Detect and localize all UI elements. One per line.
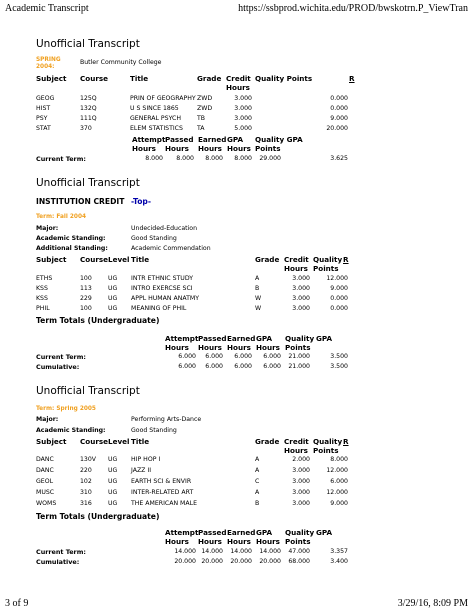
cell-gpa: 3.400 [330, 558, 348, 565]
totals-header-attempt: Attempt [165, 528, 199, 537]
cell-level: UG [108, 489, 118, 496]
cell-course: 310 [80, 489, 92, 496]
section-title: Unofficial Transcript [36, 385, 140, 397]
cell-grade: TB [197, 115, 206, 122]
cell-points: 0.000 [330, 295, 348, 302]
cell-subject: DANC [36, 456, 54, 463]
term-label-line1: SPRING [36, 57, 61, 63]
cell-points: 8.000 [330, 456, 348, 463]
totals-header-earned: Earned [227, 334, 256, 343]
cell-title: INTR ETHNIC STUDY [131, 275, 194, 282]
col-header-r: R [343, 437, 349, 446]
term-label-line2: 2004: [36, 64, 55, 70]
cell-grade: W [255, 305, 262, 312]
totals-header-earned-hours: Hours [198, 144, 222, 153]
cell-quality-points: 68.000 [288, 558, 310, 565]
page-number: 3 of 9 [5, 598, 29, 609]
col-header-course: Course [80, 255, 109, 264]
cell-subject: PSY [36, 115, 48, 122]
cell-hours: 5.000 [234, 125, 252, 132]
totals-header-attempt-hours: Hours [165, 343, 189, 352]
cell-points: 9.000 [330, 285, 348, 292]
col-header-subject: Subject [36, 74, 67, 83]
col-header-quality: Quality [313, 255, 343, 264]
col-header-credit: Credit [226, 74, 251, 83]
cell-grade: TA [197, 125, 205, 132]
cell-hours: 3.000 [234, 95, 252, 102]
cell-course: 125Q [80, 95, 97, 102]
cell-course: 113 [80, 285, 92, 292]
col-header-level: Level [108, 437, 130, 446]
cell-hours: 3.000 [292, 489, 310, 496]
cell-gpa-hours: 14.000 [259, 548, 281, 555]
cell-level: UG [108, 295, 118, 302]
cell-hours: 3.000 [292, 275, 310, 282]
cell-quality-points: 21.000 [288, 353, 310, 360]
print-timestamp: 3/29/16, 8:09 PM [397, 598, 468, 609]
cell-gpa: 3.625 [330, 155, 348, 162]
institution-credit-heading: INSTITUTION CREDIT [36, 197, 125, 206]
col-header-course: Course [80, 74, 109, 83]
additional-standing-label: Additional Standing: [36, 245, 108, 252]
cell-subject: PHIL [36, 305, 50, 312]
section-title: Unofficial Transcript [36, 38, 140, 50]
cell-title: ELEM STATISTICS [130, 125, 183, 132]
col-header-grade: Grade [255, 437, 280, 446]
cell-hours: 3.000 [292, 285, 310, 292]
academic-standing-label: Academic Standing: [36, 427, 106, 434]
cell-title: PRIN OF GEOGRAPHY [130, 95, 196, 102]
cell-course: 130V [80, 456, 97, 463]
major-value: Performing Arts-Dance [131, 416, 202, 423]
term-label: Term: Spring 2005 [36, 406, 96, 412]
cell-course: 316 [80, 500, 92, 507]
cell-level: UG [108, 467, 118, 474]
cell-passed: 20.000 [201, 558, 223, 565]
cell-points: 0.000 [330, 95, 348, 102]
totals-header-points: Points [255, 144, 281, 153]
totals-header-earned: Earned [227, 528, 256, 537]
cell-title: INTER-RELATED ART [131, 489, 194, 496]
cell-grade: A [255, 275, 260, 282]
cell-gpa-hours: 6.000 [263, 353, 281, 360]
cell-gpa: 3.500 [330, 363, 348, 370]
cell-title: MEANING OF PHIL [131, 305, 187, 312]
totals-header-earned-hours: Hours [227, 343, 251, 352]
cell-level: UG [108, 305, 118, 312]
cell-gpa-hours: 20.000 [259, 558, 281, 565]
totals-header-passed: Passed [198, 528, 227, 537]
cell-title: U S SINCE 1865 [130, 105, 179, 112]
cell-points: 12.000 [326, 467, 348, 474]
totals-header-passed-hours: Hours [198, 343, 222, 352]
term-totals-heading: Term Totals (Undergraduate) [36, 512, 160, 521]
cell-gpa-hours: 8.000 [234, 155, 252, 162]
cell-hours: 3.000 [234, 105, 252, 112]
col-header-credit-hours: Hours [226, 83, 250, 92]
cell-attempt: 20.000 [174, 558, 196, 565]
cell-course: 220 [80, 467, 92, 474]
school-name: Butler Community College [80, 59, 162, 66]
cell-course: 132Q [80, 105, 97, 112]
cell-grade: B [255, 285, 260, 292]
cell-title: JAZZ II [131, 467, 152, 474]
term-totals-heading: Term Totals (Undergraduate) [36, 316, 160, 325]
term-label: Term: Fall 2004 [36, 214, 87, 220]
totals-header-gpa-hours: Hours [227, 144, 251, 153]
totals-header-passed: Passed [165, 135, 194, 144]
cell-quality-points: 21.000 [288, 363, 310, 370]
cell-passed: 6.000 [205, 363, 223, 370]
academic-standing-label: Academic Standing: [36, 235, 106, 242]
cell-grade: B [255, 500, 260, 507]
col-header-subject: Subject [36, 255, 67, 264]
section-title: Unofficial Transcript [36, 177, 140, 189]
cell-course: 111Q [80, 115, 97, 122]
current-term-label: Current Term: [36, 548, 86, 556]
cell-points: 0.000 [330, 105, 348, 112]
cell-quality-points: 47.000 [288, 548, 310, 555]
cell-title: APPL HUMAN ANATMY [131, 295, 199, 302]
cell-points: 20.000 [326, 125, 348, 132]
current-term-label: Current Term: [36, 353, 86, 361]
cell-attempt: 14.000 [174, 548, 196, 555]
col-header-title: Title [130, 74, 149, 83]
cell-earned: 14.000 [230, 548, 252, 555]
totals-header-quality: Quality [285, 334, 315, 343]
col-header-course: Course [80, 437, 109, 446]
cell-earned: 20.000 [230, 558, 252, 565]
cell-course: 229 [80, 295, 92, 302]
col-header-grade: Grade [197, 74, 222, 83]
cell-grade: A [255, 489, 260, 496]
cell-earned: 8.000 [205, 155, 223, 162]
totals-header-quality-gpa: Quality GPA [255, 135, 303, 144]
cell-grade: A [255, 467, 260, 474]
cell-level: UG [108, 500, 118, 507]
page-header-url[interactable]: https://ssbprod.wichita.edu/PROD/bwskotrn.P_ViewTran [238, 3, 468, 14]
col-header-r: R [343, 255, 349, 264]
cell-course: 102 [80, 478, 92, 485]
academic-standing-value: Good Standing [131, 427, 177, 434]
cell-subject: MUSC [36, 489, 55, 496]
cell-grade: A [255, 456, 260, 463]
totals-header-passed-hours: Hours [165, 144, 189, 153]
totals-header-gpa: GPA [227, 135, 244, 144]
cell-points: 12.000 [326, 489, 348, 496]
major-label: Major: [36, 416, 59, 423]
cell-subject: ETHS [36, 275, 53, 282]
major-value: Undecided-Education [131, 225, 198, 232]
col-header-quality-points: Quality Points [255, 74, 313, 83]
cell-earned: 6.000 [234, 353, 252, 360]
cumulative-label: Cumulative: [36, 558, 80, 566]
cell-grade: W [255, 295, 262, 302]
cell-hours: 3.000 [292, 500, 310, 507]
cell-points: 0.000 [330, 305, 348, 312]
col-header-title: Title [131, 437, 150, 446]
top-link[interactable]: -Top- [131, 197, 152, 206]
cell-subject: HIST [36, 105, 51, 112]
col-header-quality: Quality [313, 437, 343, 446]
totals-header-gpa-hours: Hours [256, 537, 280, 546]
cell-hours: 3.000 [292, 305, 310, 312]
cell-course: 370 [80, 125, 92, 132]
cell-attempt: 6.000 [178, 353, 196, 360]
totals-header-gpa: GPA [256, 334, 273, 343]
cell-attempt: 6.000 [178, 363, 196, 370]
totals-header-quality: Quality [285, 528, 315, 537]
cell-subject: DANC [36, 467, 54, 474]
totals-header-passed-hours: Hours [198, 537, 222, 546]
academic-standing-value: Good Standing [131, 235, 177, 242]
cell-title: GENERAL PSYCH [130, 115, 182, 122]
cell-hours: 3.000 [292, 295, 310, 302]
totals-header-earned: Earned [198, 135, 227, 144]
cell-attempt: 8.000 [145, 155, 163, 162]
col-header-credit-hours: Hours [284, 446, 308, 455]
cell-title: THE AMERICAN MALE [131, 500, 197, 507]
cell-subject: KSS [36, 295, 48, 302]
cell-subject: WOMS [36, 500, 57, 507]
cell-subject: KSS [36, 285, 48, 292]
col-header-credit: Credit [284, 437, 309, 446]
major-label: Major: [36, 225, 59, 232]
col-header-quality-points: Points [313, 264, 339, 273]
cell-gpa-hours: 6.000 [263, 363, 281, 370]
col-header-subject: Subject [36, 437, 67, 446]
page-header-title: Academic Transcript [5, 3, 89, 14]
cell-passed: 14.000 [201, 548, 223, 555]
cell-hours: 2.000 [292, 456, 310, 463]
col-header-level: Level [108, 255, 130, 264]
totals-header-attempt: Attempt [132, 135, 166, 144]
col-header-r: R [349, 74, 355, 83]
additional-standing-value: Academic Commendation [131, 245, 211, 252]
cumulative-label: Cumulative: [36, 363, 80, 371]
cell-level: UG [108, 275, 118, 282]
cell-hours: 3.000 [292, 467, 310, 474]
col-header-grade: Grade [255, 255, 280, 264]
cell-course: 100 [80, 275, 92, 282]
cell-quality-points: 29.000 [259, 155, 281, 162]
col-header-quality-points: Points [313, 446, 339, 455]
cell-course: 100 [80, 305, 92, 312]
totals-header-gpa: GPA [256, 528, 273, 537]
cell-earned: 6.000 [234, 363, 252, 370]
cell-gpa: 3.357 [330, 548, 348, 555]
cell-grade: ZWD [197, 105, 213, 112]
totals-header-attempt-hours: Hours [165, 537, 189, 546]
cell-level: UG [108, 285, 118, 292]
totals-header-gpa-value: GPA [316, 334, 333, 343]
cell-hours: 3.000 [234, 115, 252, 122]
cell-passed: 6.000 [205, 353, 223, 360]
cell-title: EARTH SCI & ENVIR [131, 478, 192, 485]
cell-subject: GEOG [36, 95, 55, 102]
cell-grade: C [255, 478, 260, 485]
cell-level: UG [108, 478, 118, 485]
col-header-credit: Credit [284, 255, 309, 264]
totals-header-earned-hours: Hours [227, 537, 251, 546]
cell-points: 9.000 [330, 115, 348, 122]
totals-header-attempt: Attempt [165, 334, 199, 343]
cell-points: 9.000 [330, 500, 348, 507]
cell-grade: ZWD [197, 95, 213, 102]
totals-header-points: Points [285, 343, 311, 352]
totals-header-attempt-hours: Hours [132, 144, 156, 153]
cell-gpa: 3.500 [330, 353, 348, 360]
totals-header-passed: Passed [198, 334, 227, 343]
cell-subject: STAT [36, 125, 51, 132]
cell-title: INTRO EXERCSE SCI [131, 285, 193, 292]
cell-hours: 3.000 [292, 478, 310, 485]
cell-level: UG [108, 456, 118, 463]
current-term-label: Current Term: [36, 155, 86, 163]
cell-title: HIP HOP I [131, 456, 161, 463]
col-header-title: Title [131, 255, 150, 264]
col-header-credit-hours: Hours [284, 264, 308, 273]
cell-points: 12.000 [326, 275, 348, 282]
totals-header-gpa-value: GPA [316, 528, 333, 537]
cell-subject: GEOL [36, 478, 54, 485]
totals-header-points: Points [285, 537, 311, 546]
cell-points: 6.000 [330, 478, 348, 485]
cell-passed: 8.000 [176, 155, 194, 162]
totals-header-gpa-hours: Hours [256, 343, 280, 352]
